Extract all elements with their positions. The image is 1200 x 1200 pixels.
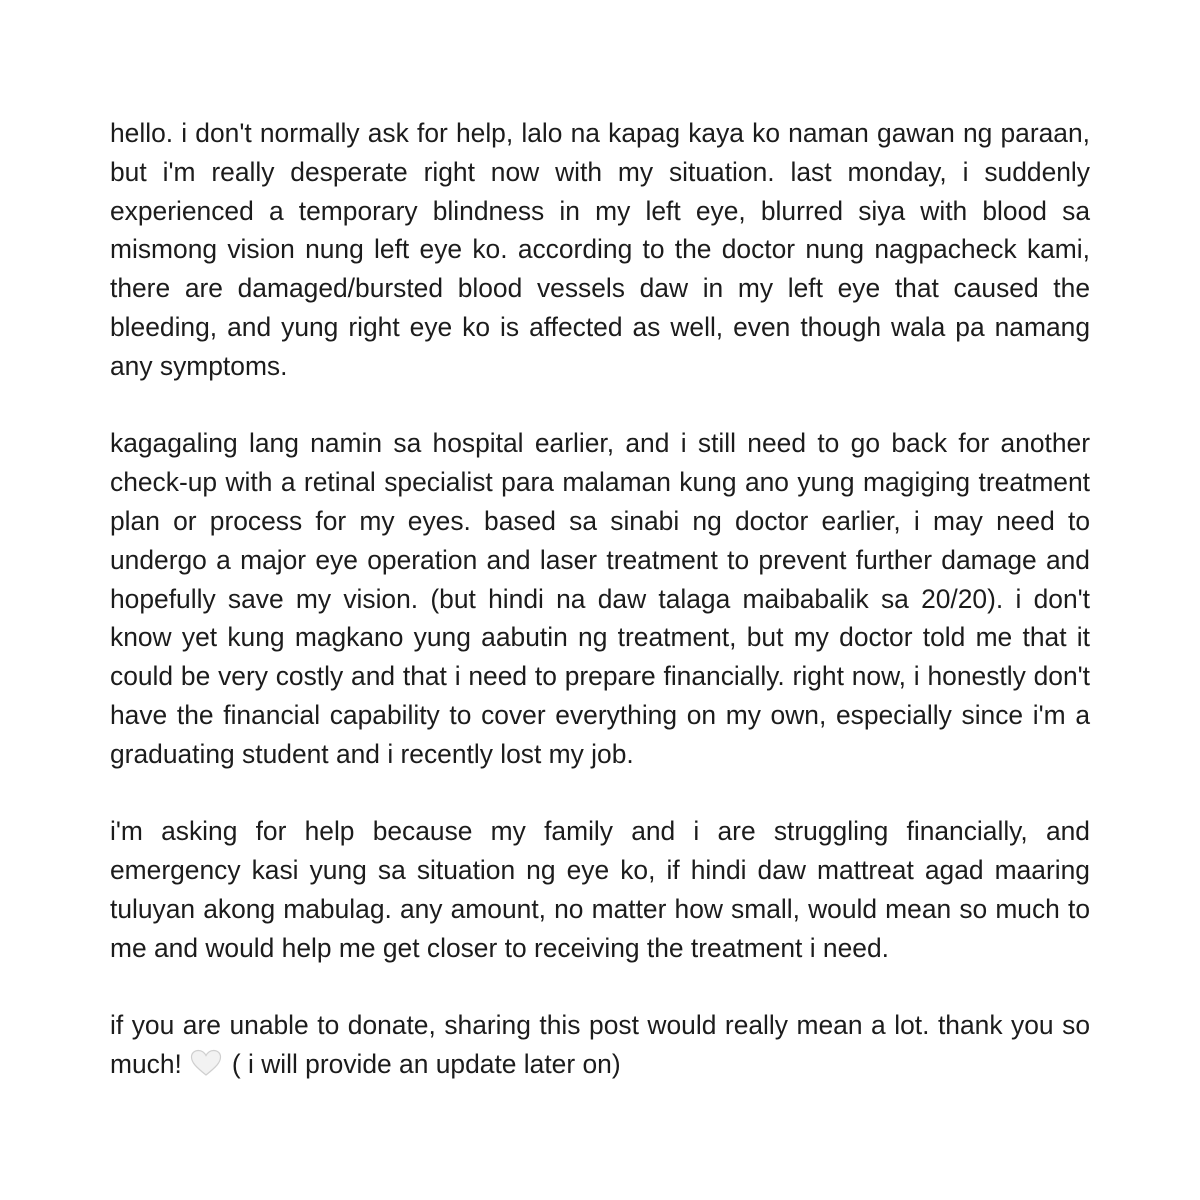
paragraph-request: i'm asking for help because my family and i are struggling financially, and emergency kasi yung sa situation ng eye ko, if hindi daw mattreat agad maaring tuluyan akong mabulag. any amount, no matter how small, would mean so much to me and would help me get closer to receiving the treatment i need. xyxy=(110,816,1090,963)
post-body xyxy=(110,114,1090,1084)
white-heart-icon xyxy=(190,1049,222,1077)
paragraph-closing xyxy=(110,1006,1090,1084)
closing-text: if you are unable to donate, sharing this post would really mean a lot. thank you so much! xyxy=(110,1010,1090,1080)
paragraph-intro: hello. i don't normally ask for help, lalo na kapag kaya ko naman gawan ng paraan, but i'm really desperate right now with my situation. last monday, i suddenly experienced a temporary blindness in my left eye, blurred siya with blood sa mismong vision nung left eye ko. according to the doctor nung nagpacheck kami, there are damaged/bursted blood vessels daw in my left eye that caused the bleeding, and yung right eye ko is affected as well, even though wala pa namang any symptoms. xyxy=(110,118,1090,381)
update-note: ( i will provide an update later on) xyxy=(231,1049,621,1080)
paragraph-medical-details: kagagaling lang namin sa hospital earlier, and i still need to go back for another check-up with a retinal specialist para malaman kung ano yung magiging treatment plan or process for my eyes. based sa sinabi ng doctor earlier, i may need to undergo a major eye operation and laser treatment to prevent further damage and hopefully save my vision. (but hindi na daw talaga maibabalik sa 20/20). i don't know yet kung magkano yung aabutin ng treatment, but my doctor told me that it could be very costly and that i need to prepare financially. right now, i honestly don't have the financial capability to cover everything on my own, especially since i'm a graduating student and i recently lost my job. xyxy=(110,428,1090,769)
